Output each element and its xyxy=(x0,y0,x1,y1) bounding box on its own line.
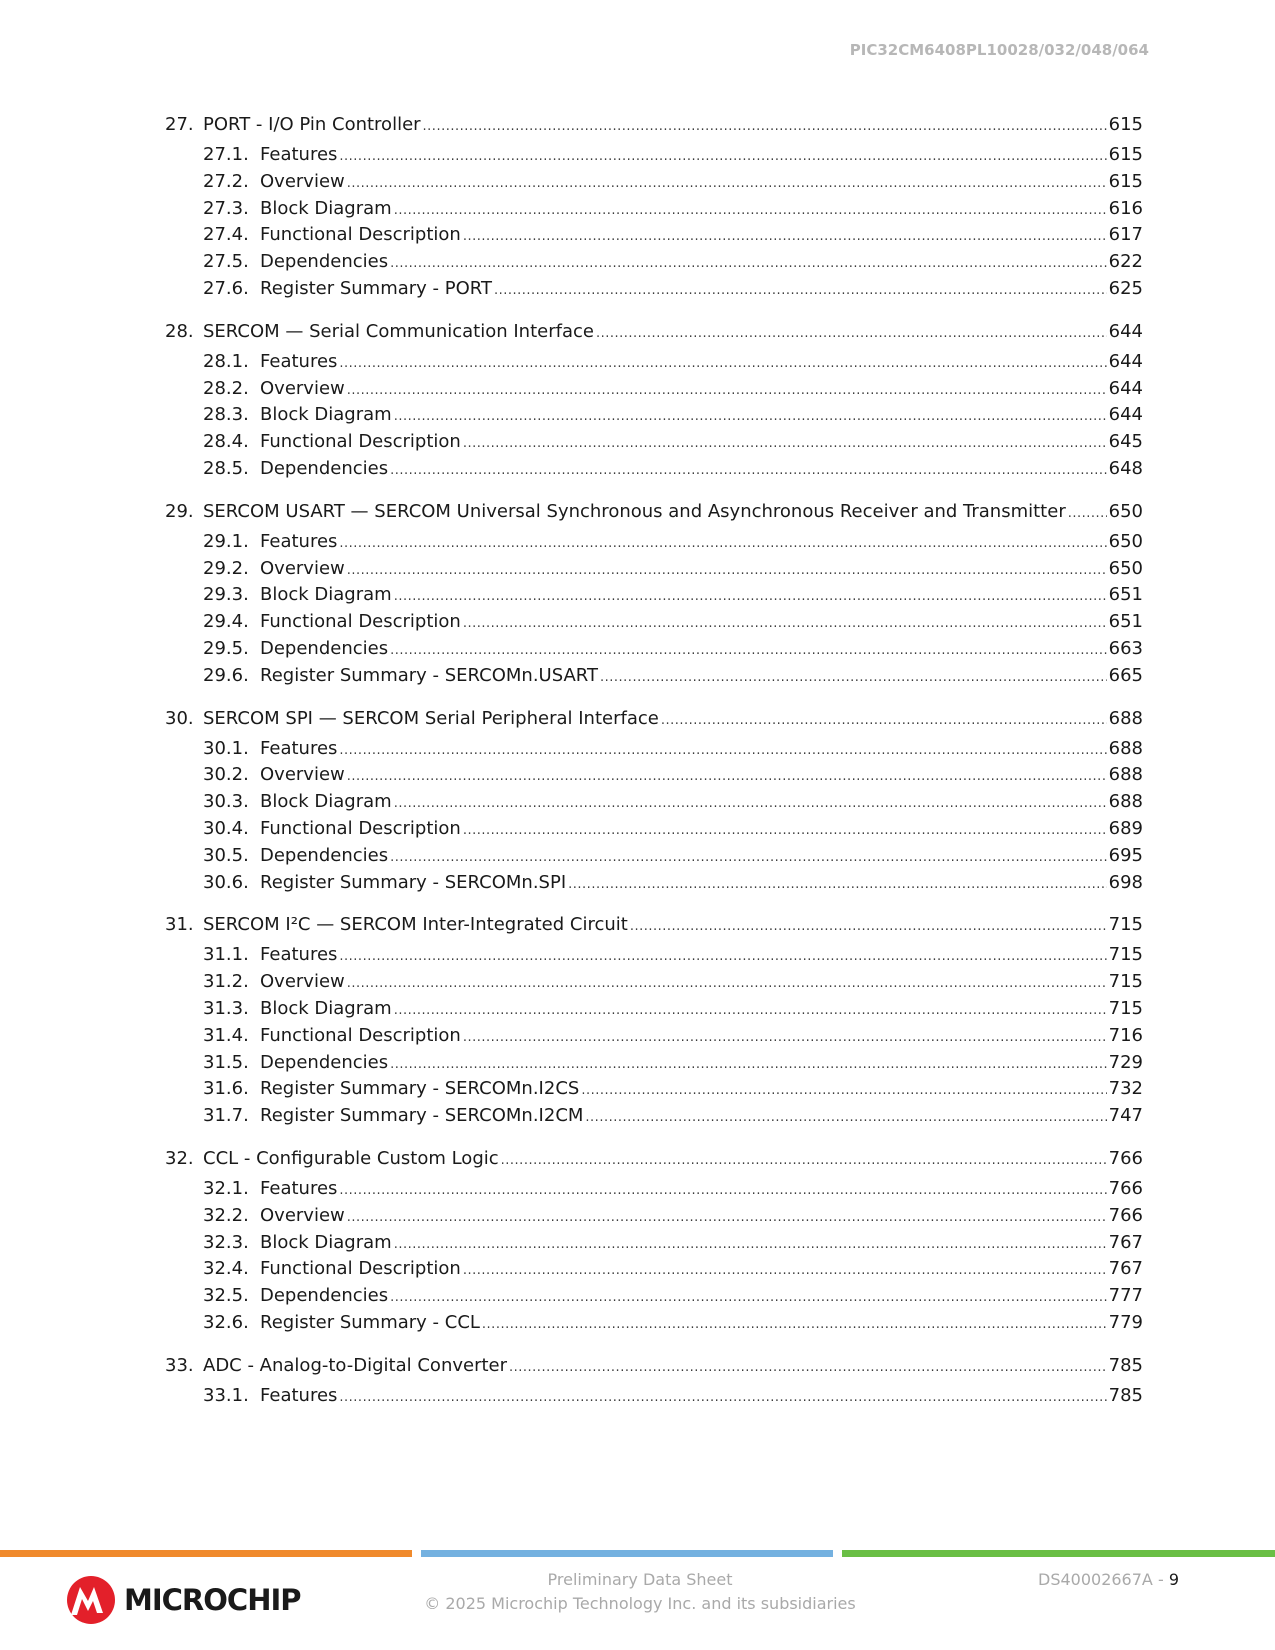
toc-dot-leader xyxy=(568,872,1106,898)
toc-dot-leader xyxy=(339,1178,1106,1204)
toc-entry-title: Functional Description xyxy=(260,1024,461,1046)
toc-section-entry[interactable] xyxy=(165,529,1143,555)
toc-entry-page: 650 xyxy=(1108,530,1143,552)
toc-section-entry[interactable] xyxy=(165,1383,1143,1409)
toc-entry-number: 29. xyxy=(165,500,194,522)
toc-entry-title: Dependencies xyxy=(260,844,389,866)
toc-entry-number: 28.1. xyxy=(203,350,249,372)
toc-entry-title: Functional Description xyxy=(260,431,461,453)
toc-section-entry[interactable] xyxy=(165,816,1143,842)
toc-entry-title: Register Summary - SERCOMn.USART xyxy=(260,664,599,686)
toc-entry-number: 30.1. xyxy=(203,737,249,759)
toc-entry-number: 32.1. xyxy=(203,1178,249,1199)
toc-section-entry[interactable] xyxy=(165,402,1143,428)
toc-entry-page: 644 xyxy=(1108,377,1143,399)
toc-entry-title: Features xyxy=(260,1384,338,1406)
toc-entry-page: 766 xyxy=(1108,1178,1143,1199)
toc-entry-page: 650 xyxy=(1108,557,1143,579)
toc-entry-page: 651 xyxy=(1108,611,1143,633)
toc-dot-leader xyxy=(347,378,1107,404)
toc-section-entry[interactable] xyxy=(165,142,1143,168)
toc-section-entry[interactable] xyxy=(165,762,1143,788)
toc-entry-page: 747 xyxy=(1108,1105,1143,1127)
toc-dot-leader xyxy=(463,611,1107,637)
toc-entry-number: 31.4. xyxy=(203,1024,249,1046)
toc-dot-leader xyxy=(463,1025,1107,1051)
toc-entry-title: Block Diagram xyxy=(260,1231,392,1253)
microchip-logo xyxy=(64,1575,301,1625)
toc-section-entry[interactable] xyxy=(165,456,1143,482)
toc-section-entry[interactable] xyxy=(165,1050,1143,1076)
toc-dot-leader xyxy=(347,1205,1107,1231)
toc-entry-number: 28.5. xyxy=(203,458,249,479)
toc-chapter-entry[interactable] xyxy=(165,1146,1143,1172)
toc-entry-title: PORT - I/O Pin Controller xyxy=(203,114,421,135)
toc-entry-page: 615 xyxy=(1108,144,1143,165)
footer-bar-blue xyxy=(421,1550,833,1557)
toc-entry-number: 30.2. xyxy=(203,764,249,786)
toc-dot-leader xyxy=(394,1232,1107,1258)
toc-entry-number: 32.4. xyxy=(203,1258,249,1280)
toc-dot-leader xyxy=(661,708,1107,734)
toc-dot-leader xyxy=(347,971,1107,997)
toc-entry-number: 27.4. xyxy=(203,224,249,246)
toc-entry-page: 785 xyxy=(1108,1384,1143,1406)
header-part-number: PIC32CM6408PL10028/032/048/064 xyxy=(849,41,1149,59)
toc-section-entry[interactable] xyxy=(165,276,1143,302)
toc-dot-leader xyxy=(509,1355,1107,1381)
toc-entry-title: Features xyxy=(260,944,338,966)
toc-entry-title: Overview xyxy=(260,170,345,192)
toc-entry-number: 29.4. xyxy=(203,611,249,633)
toc-entry-page: 688 xyxy=(1108,791,1143,813)
toc-dot-leader xyxy=(390,458,1107,484)
toc-entry-number: 31. xyxy=(165,914,194,936)
toc-entry-title: Register Summary - SERCOMn.I2CM xyxy=(260,1105,584,1127)
microchip-logo-icon xyxy=(64,1575,118,1625)
toc-section-entry[interactable] xyxy=(165,843,1143,869)
toc-entry-page: 616 xyxy=(1108,197,1143,219)
toc-entry-number: 30.4. xyxy=(203,818,249,839)
toc-entry-page: 688 xyxy=(1108,764,1143,786)
toc-entry-page: 779 xyxy=(1108,1312,1143,1333)
toc-section-entry[interactable] xyxy=(165,870,1143,896)
toc-dot-leader xyxy=(339,738,1106,764)
toc-entry-number: 29.3. xyxy=(203,584,249,606)
toc-entry-page: 644 xyxy=(1108,350,1143,372)
toc-entry-page: 767 xyxy=(1108,1258,1143,1280)
toc-entry-number: 27. xyxy=(165,114,194,135)
toc-entry-number: 31.5. xyxy=(203,1051,249,1073)
toc-entry-page: 617 xyxy=(1108,224,1143,246)
toc-chapter-entry[interactable] xyxy=(165,499,1143,525)
toc-entry-page: 644 xyxy=(1108,320,1143,342)
toc-section-entry[interactable] xyxy=(165,663,1143,689)
toc-section-entry[interactable] xyxy=(165,249,1143,275)
toc-dot-leader xyxy=(463,818,1107,844)
toc-entry-title: Register Summary - SERCOMn.I2CS xyxy=(260,1078,580,1100)
toc-dot-leader xyxy=(394,404,1107,430)
toc-section-entry[interactable] xyxy=(165,1230,1143,1256)
toc-section-entry[interactable] xyxy=(165,942,1143,968)
toc-entry-title: SERCOM USART — SERCOM Universal Synchronous and Asynchronous Receiver and Transmitter xyxy=(203,500,1066,522)
toc-entry-page: 777 xyxy=(1108,1285,1143,1307)
toc-entry-title: Register Summary - SERCOMn.SPI xyxy=(260,871,567,893)
toc-section-entry[interactable] xyxy=(165,429,1143,455)
toc-chapter-entry[interactable] xyxy=(165,706,1143,732)
toc-entry-number: 29.2. xyxy=(203,557,249,579)
toc-dot-leader xyxy=(390,845,1107,871)
toc-entry-number: 31.3. xyxy=(203,998,249,1019)
toc-entry-title: Features xyxy=(260,144,338,165)
toc-entry-title: Dependencies xyxy=(260,1285,389,1307)
toc-dot-leader xyxy=(1068,501,1107,527)
toc-entry-page: 648 xyxy=(1108,458,1143,479)
toc-entry-title: Overview xyxy=(260,557,345,579)
toc-entry-page: 715 xyxy=(1108,998,1143,1019)
toc-entry-page: 644 xyxy=(1108,404,1143,426)
footer-bar-green xyxy=(842,1550,1275,1557)
toc-section-entry[interactable] xyxy=(165,789,1143,815)
toc-dot-leader xyxy=(585,1105,1106,1131)
toc-dot-leader xyxy=(347,171,1107,197)
toc-entry-title: Features xyxy=(260,350,338,372)
toc-entry-title: SERCOM I²C — SERCOM Inter-Integrated Circuit xyxy=(203,914,628,936)
toc-dot-leader xyxy=(600,665,1107,691)
toc-dot-leader xyxy=(630,914,1107,940)
toc-entry-number: 28. xyxy=(165,320,194,342)
toc-entry-number: 27.2. xyxy=(203,170,249,192)
toc-entry-number: 33. xyxy=(165,1354,194,1376)
toc-dot-leader xyxy=(339,531,1106,557)
toc-dot-leader xyxy=(394,791,1107,817)
toc-entry-title: Register Summary - PORT xyxy=(260,278,492,299)
toc-entry-page: 729 xyxy=(1108,1051,1143,1073)
toc-section-entry[interactable] xyxy=(165,1176,1143,1202)
toc-entry-number: 27.1. xyxy=(203,144,249,165)
toc-entry-title: Block Diagram xyxy=(260,998,392,1019)
toc-dot-leader xyxy=(463,224,1107,250)
footer-bar-orange xyxy=(0,1550,412,1557)
toc-entry-number: 30.3. xyxy=(203,791,249,813)
toc-entry-page: 695 xyxy=(1108,844,1143,866)
toc-entry-number: 29.5. xyxy=(203,638,249,659)
toc-section-entry[interactable] xyxy=(165,556,1143,582)
toc-entry-page: 766 xyxy=(1108,1204,1143,1226)
toc-entry-number: 27.6. xyxy=(203,278,249,299)
toc-entry-title: SERCOM — Serial Communication Interface xyxy=(203,320,594,342)
toc-section-entry[interactable] xyxy=(165,1023,1143,1049)
toc-dot-leader xyxy=(339,144,1106,170)
toc-entry-title: Dependencies xyxy=(260,638,389,659)
toc-section-entry[interactable] xyxy=(165,736,1143,762)
toc-entry-title: Dependencies xyxy=(260,458,389,479)
toc-entry-title: SERCOM SPI — SERCOM Serial Peripheral Interface xyxy=(203,707,659,729)
toc-entry-number: 31.7. xyxy=(203,1105,249,1127)
toc-section-entry[interactable] xyxy=(165,582,1143,608)
toc-section-entry[interactable] xyxy=(165,636,1143,662)
toc-chapter-entry[interactable] xyxy=(165,319,1143,345)
toc-dot-leader xyxy=(390,251,1107,277)
toc-dot-leader xyxy=(394,584,1107,610)
toc-entry-title: Overview xyxy=(260,971,345,993)
toc-entry-number: 31.6. xyxy=(203,1078,249,1100)
toc-entry-page: 698 xyxy=(1108,871,1143,893)
toc-entry-number: 32.3. xyxy=(203,1231,249,1253)
toc-dot-leader xyxy=(581,1078,1106,1104)
toc-dot-leader xyxy=(394,198,1107,224)
toc-dot-leader xyxy=(347,764,1107,790)
toc-entry-number: 30.5. xyxy=(203,844,249,866)
toc-entry-number: 28.2. xyxy=(203,377,249,399)
toc-entry-title: Functional Description xyxy=(260,1258,461,1280)
logo-wordmark: MICROCHIP xyxy=(124,1583,301,1617)
toc-entry-number: 33.1. xyxy=(203,1384,249,1406)
toc-entry-title: Block Diagram xyxy=(260,584,392,606)
page-separator: - xyxy=(1152,1570,1169,1589)
toc-section-entry[interactable] xyxy=(165,609,1143,635)
toc-entry-title: CCL - Configurable Custom Logic xyxy=(203,1148,499,1169)
toc-entry-page: 766 xyxy=(1108,1148,1143,1169)
toc-section-entry[interactable] xyxy=(165,196,1143,222)
toc-entry-number: 32.6. xyxy=(203,1312,249,1333)
toc-section-entry[interactable] xyxy=(165,996,1143,1022)
toc-entry-page: 688 xyxy=(1108,707,1143,729)
toc-dot-leader xyxy=(463,1258,1107,1284)
toc-entry-title: Functional Description xyxy=(260,611,461,633)
toc-entry-number: 32. xyxy=(165,1148,194,1169)
toc-entry-number: 28.3. xyxy=(203,404,249,426)
copyright-label: © 2025 Microchip Technology Inc. and its subsidiaries xyxy=(424,1594,856,1613)
toc-entry-page: 645 xyxy=(1108,431,1143,453)
toc-section-entry[interactable] xyxy=(165,969,1143,995)
toc-entry-page: 622 xyxy=(1108,251,1143,273)
toc-dot-leader xyxy=(339,1385,1106,1411)
toc-entry-page: 651 xyxy=(1108,584,1143,606)
toc-entry-page: 625 xyxy=(1108,278,1143,299)
toc-dot-leader xyxy=(339,944,1106,970)
toc-entry-page: 689 xyxy=(1108,818,1143,839)
toc-dot-leader xyxy=(463,431,1107,457)
toc-dot-leader xyxy=(482,1312,1107,1338)
toc-section-entry[interactable] xyxy=(165,1103,1143,1129)
toc-entry-title: Overview xyxy=(260,1204,345,1226)
toc-section-entry[interactable] xyxy=(165,1283,1143,1309)
doc-type-label: Preliminary Data Sheet xyxy=(547,1570,733,1589)
toc-entry-page: 650 xyxy=(1108,500,1143,522)
toc-entry-page: 688 xyxy=(1108,737,1143,759)
toc-entry-number: 31.1. xyxy=(203,944,249,966)
toc-entry-number: 30.6. xyxy=(203,871,249,893)
toc-section-entry[interactable] xyxy=(165,349,1143,375)
toc-dot-leader xyxy=(394,998,1107,1024)
toc-entry-page: 732 xyxy=(1108,1078,1143,1100)
footer-center xyxy=(350,1568,930,1616)
toc-entry-page: 715 xyxy=(1108,914,1143,936)
toc-entry-title: Features xyxy=(260,1178,338,1199)
toc-entry-title: Overview xyxy=(260,377,345,399)
toc-entry-number: 31.2. xyxy=(203,971,249,993)
toc-entry-number: 32.2. xyxy=(203,1204,249,1226)
toc-entry-page: 767 xyxy=(1108,1231,1143,1253)
toc-dot-leader xyxy=(339,351,1106,377)
toc-entry-page: 665 xyxy=(1108,664,1143,686)
toc-entry-page: 615 xyxy=(1108,170,1143,192)
toc-dot-leader xyxy=(390,1285,1107,1311)
toc-dot-leader xyxy=(390,638,1107,664)
toc-section-entry[interactable] xyxy=(165,376,1143,402)
toc-entry-title: Functional Description xyxy=(260,818,461,839)
toc-entry-title: Features xyxy=(260,737,338,759)
toc-entry-number: 28.4. xyxy=(203,431,249,453)
doc-number: DS40002667A xyxy=(1038,1570,1153,1589)
toc-entry-title: Register Summary - CCL xyxy=(260,1312,480,1333)
page-number: 9 xyxy=(1168,1570,1179,1589)
toc-section-entry[interactable] xyxy=(165,1310,1143,1336)
toc-entry-number: 27.5. xyxy=(203,251,249,273)
toc-chapter-entry[interactable] xyxy=(165,1353,1143,1379)
footer-page-info xyxy=(1038,1568,1179,1592)
toc-section-entry[interactable] xyxy=(165,1076,1143,1102)
toc-entry-page: 715 xyxy=(1108,971,1143,993)
toc-entry-title: Block Diagram xyxy=(260,404,392,426)
toc-entry-number: 29.6. xyxy=(203,664,249,686)
toc-entry-title: Dependencies xyxy=(260,251,389,273)
toc-entry-page: 716 xyxy=(1108,1024,1143,1046)
toc-entry-title: Dependencies xyxy=(260,1051,389,1073)
toc-entry-title: Features xyxy=(260,530,338,552)
toc-entry-title: Block Diagram xyxy=(260,791,392,813)
toc-entry-page: 785 xyxy=(1108,1354,1143,1376)
toc-entry-number: 27.3. xyxy=(203,197,249,219)
toc-entry-number: 32.5. xyxy=(203,1285,249,1307)
toc-dot-leader xyxy=(494,278,1107,304)
toc-entry-number: 30. xyxy=(165,707,194,729)
toc-dot-leader xyxy=(390,1052,1107,1078)
toc-entry-number: 29.1. xyxy=(203,530,249,552)
toc-section-entry[interactable] xyxy=(165,222,1143,248)
toc-section-entry[interactable] xyxy=(165,1256,1143,1282)
toc-dot-leader xyxy=(347,558,1107,584)
toc-entry-page: 615 xyxy=(1108,114,1143,135)
toc-entry-page: 715 xyxy=(1108,944,1143,966)
toc-chapter-entry[interactable] xyxy=(165,912,1143,938)
toc-section-entry[interactable] xyxy=(165,169,1143,195)
toc-entry-title: Overview xyxy=(260,764,345,786)
toc-section-entry[interactable] xyxy=(165,1203,1143,1229)
toc-entry-page: 663 xyxy=(1108,638,1143,659)
toc-dot-leader xyxy=(501,1148,1107,1174)
toc-entry-title: Functional Description xyxy=(260,224,461,246)
toc-chapter-entry[interactable] xyxy=(165,112,1143,138)
toc-entry-title: ADC - Analog-to-Digital Converter xyxy=(203,1354,508,1376)
toc-entry-title: Block Diagram xyxy=(260,197,392,219)
toc-dot-leader xyxy=(596,321,1107,347)
toc-dot-leader xyxy=(423,114,1107,140)
